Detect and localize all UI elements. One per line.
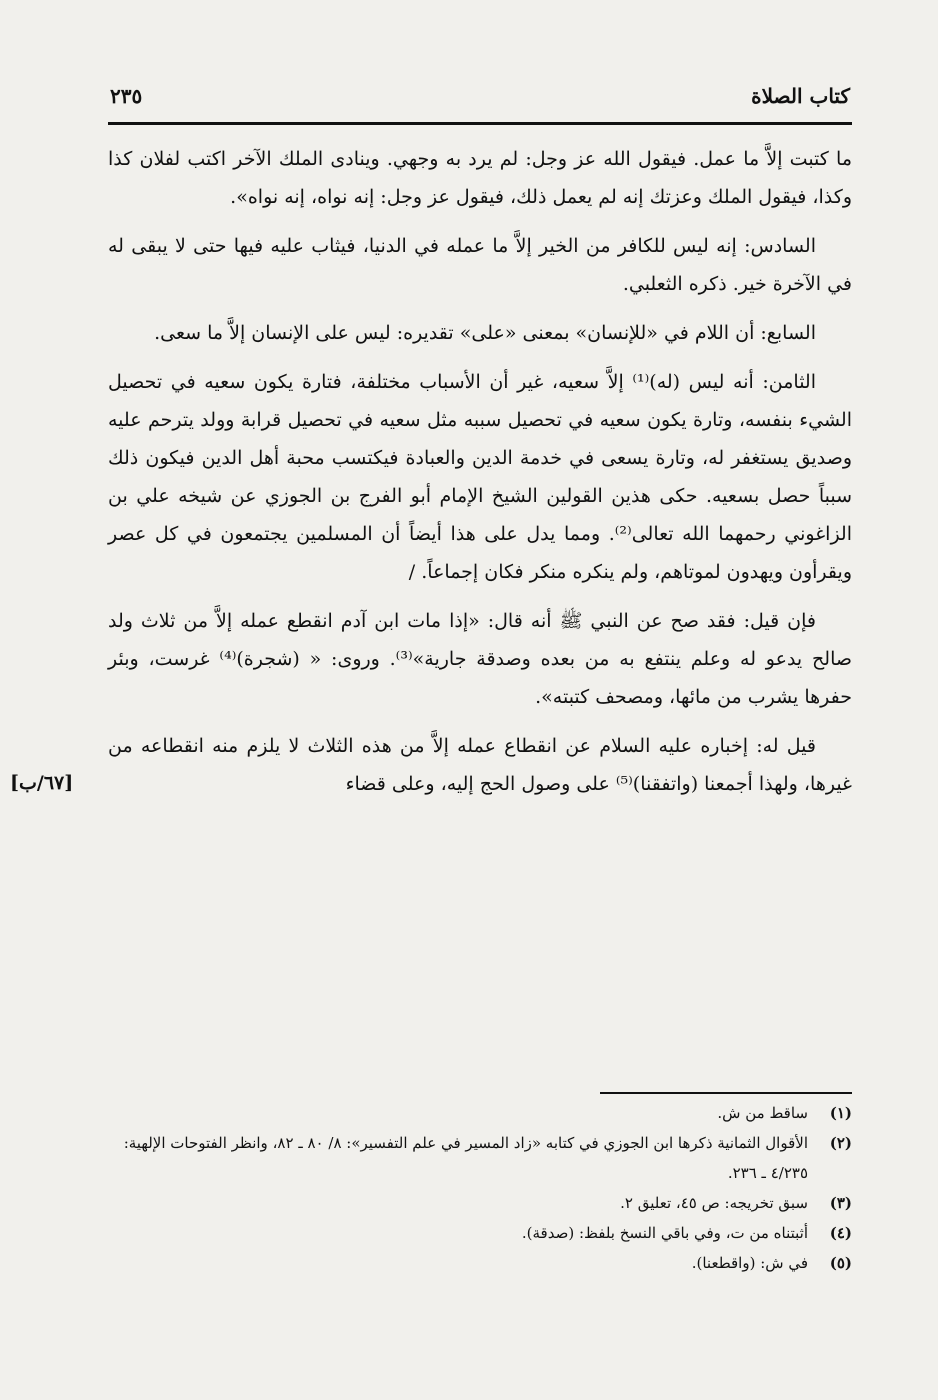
- footnote: [108, 1188, 852, 1218]
- main-text: [108, 140, 852, 814]
- footnote: [108, 1098, 852, 1128]
- footnote-text: سبق تخريجه: ص ٤٥، تعليق ٢.: [620, 1194, 808, 1212]
- footnote-number: (١): [829, 1104, 852, 1122]
- footnote: [108, 1128, 852, 1188]
- page-number: ٢٣٥: [110, 84, 143, 108]
- footnote: [108, 1218, 852, 1248]
- running-title: كتاب الصلاة: [751, 84, 850, 108]
- footnote-text: أثبتناه من ت، وفي باقي النسخ بلفظ: (صدقة).: [521, 1224, 808, 1242]
- paragraph: قيل له: إخباره عليه السلام عن انقطاع عمله إلاَّ من هذه الثلاث لا يلزم منه انقطاعه من غيرها، ولهذا أجمعنا (واتفقنا)⁽⁵⁾ على وصول الحج إليه، وعلى قضاء: [108, 735, 852, 795]
- paragraph: السابع: أن اللام في «للإنسان» بمعنى «على» تقديره: ليس على الإنسان إلاَّ ما سعى.: [154, 322, 816, 344]
- footnotes: [108, 1098, 852, 1278]
- footnote-text: في ش: (واقطعنا).: [691, 1254, 808, 1272]
- page-header: [110, 82, 850, 122]
- header-rule: [108, 122, 852, 125]
- paragraph: ما كتبت إلاَّ ما عمل. فيقول الله عز وجل: لم يرد به وجهي. وينادى الملك الآخر اكتب لفلان كذا وكذا، فيقول الملك وعزتك إنه لم يعمل ذلك، فيقول عز وجل: إنه نواه، إنه نواه».: [108, 148, 852, 208]
- footnote-separator: [600, 1092, 852, 1094]
- footnote-number: (٣): [829, 1194, 852, 1212]
- paragraph: الثامن: أنه ليس (له)⁽¹⁾ إلاَّ سعيه، غير أن الأسباب مختلفة، فتارة يكون سعيه في تحصيل الشيء بنفسه، وتارة يكون سعيه في تحصيل سببه مثل سعيه في تحصيل قرابة وولد يترحم عليه وصديق يستغفر له، وتارة يسعى في خدمة الدين والعبادة فيكتسب محبة أهل الدين فيكون ذلك سبباً حصل بسعيه. حكى هذين القولين الشيخ الإمام أبو الفرج بن الجوزي عن شيخه علي بن الزاغوني رحمهما الله تعالى⁽²⁾. ومما يدل على هذا أيضاً أن المسلمين يجتمعون في كل عصر ويقرأون ويهدون لموتاهم، ولم ينكره منكر فكان إجماعاً. /: [108, 371, 852, 583]
- margin-folio-marker: [٦٧/ب]: [10, 772, 74, 794]
- footnote-number: (٢): [829, 1134, 852, 1152]
- footnote-text: الأقوال الثمانية ذكرها ابن الجوزي في كتابه «زاد المسير في علم التفسير»: ٨/ ٨٠ ـ ٨٢، وانظر الفتوحات الإلهية: ٤/٢٣٥ ـ ٢٣٦.: [123, 1134, 808, 1182]
- footnote-number: (٥): [829, 1254, 852, 1272]
- footnote-number: (٤): [829, 1224, 852, 1242]
- footnote-text: ساقط من ش.: [717, 1104, 808, 1122]
- paragraph: فإن قيل: فقد صح عن النبي ﷺ أنه قال: «إذا مات ابن آدم انقطع عمله إلاَّ من ثلاث ولد صالح يدعو له وعلم ينتفع به من بعده وصدقة جارية»⁽³⁾. وروى: « (شجرة)⁽⁴⁾ غرست، وبئر حفرها يشرب من مائها، ومصحف كتبته».: [108, 610, 852, 708]
- paragraph: السادس: إنه ليس للكافر من الخير إلاَّ ما عمله في الدنيا، فيثاب عليه فيها حتى لا يبقى له في الآخرة خير. ذكره الثعلبي.: [108, 235, 852, 295]
- footnote: [108, 1248, 852, 1278]
